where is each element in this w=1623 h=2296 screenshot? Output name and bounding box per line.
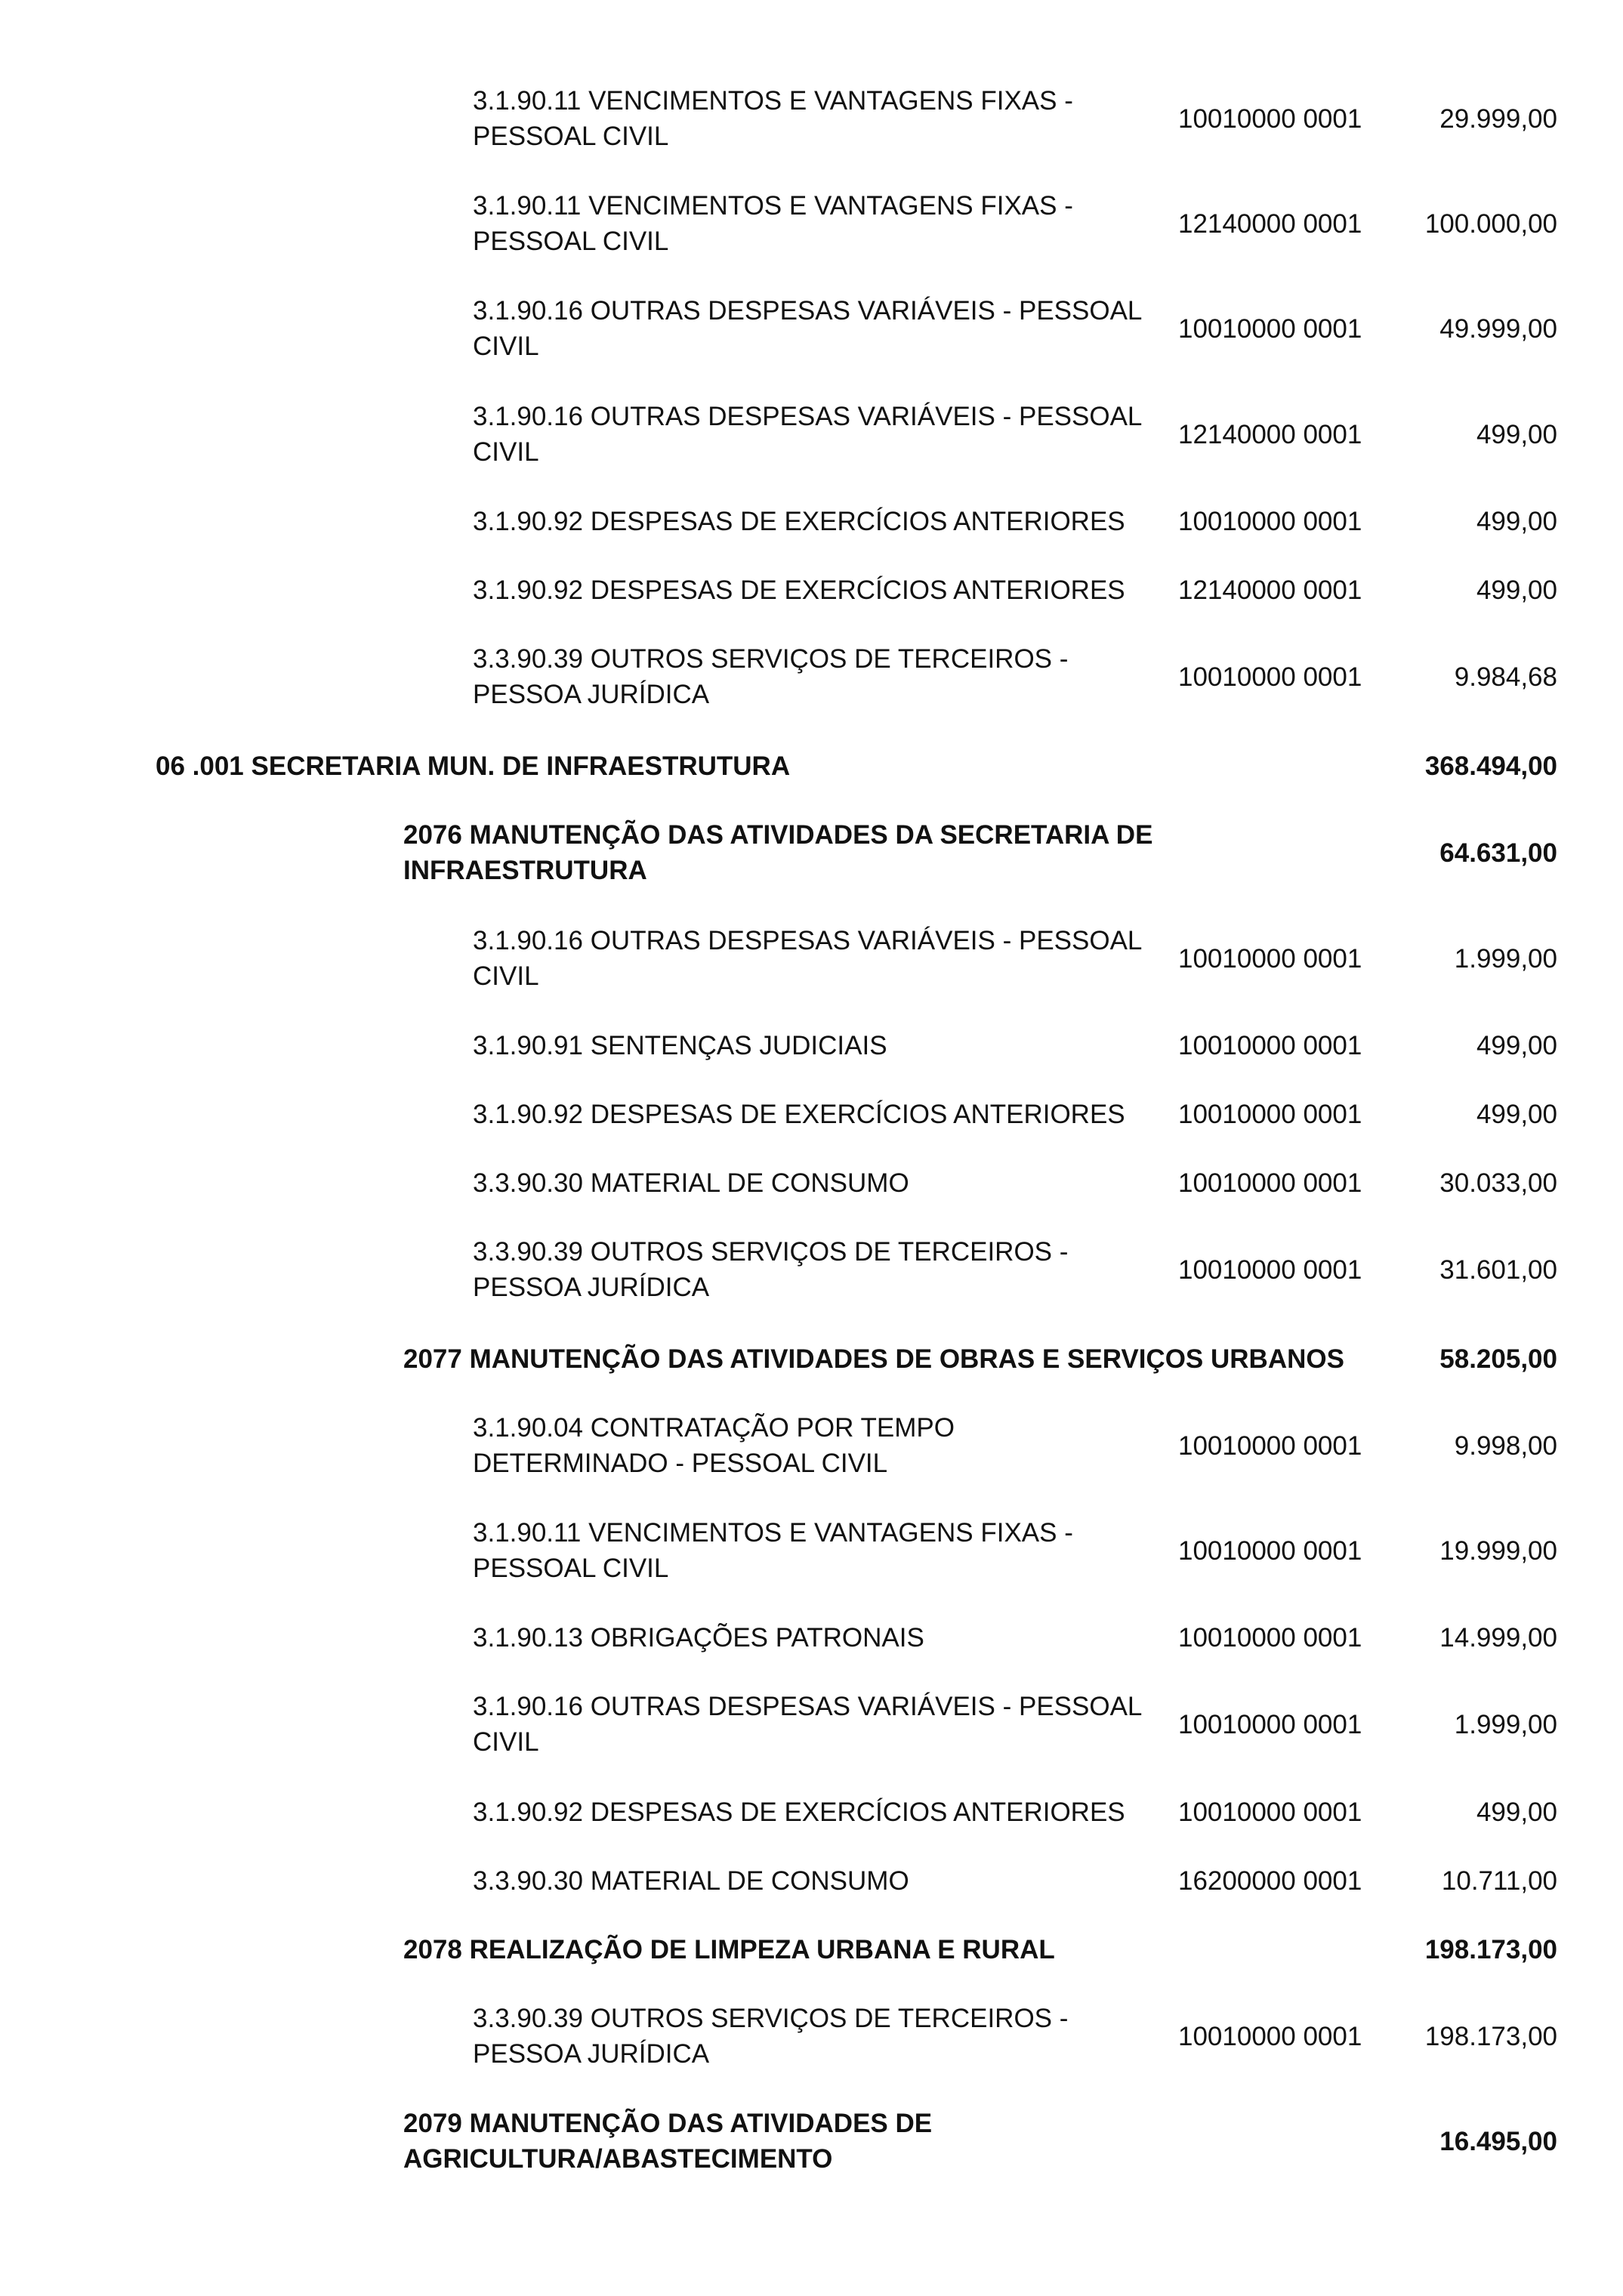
budget-line-row xyxy=(0,1620,1623,1656)
budget-line-row xyxy=(0,1689,1623,1760)
amount-value: 499,00 xyxy=(1476,419,1557,449)
description-line: CIVIL xyxy=(473,437,539,467)
budget-line-row xyxy=(0,1410,1623,1481)
description-line: 3.1.90.13 OBRIGAÇÕES PATRONAIS xyxy=(473,1623,924,1653)
amount-value: 10.711,00 xyxy=(1441,1866,1557,1896)
amount-value: 14.999,00 xyxy=(1439,1623,1557,1653)
description-line: 3.1.90.92 DESPESAS DE EXERCÍCIOS ANTERIORES xyxy=(473,576,1125,605)
row-description xyxy=(403,1932,1055,1967)
budget-line-row xyxy=(0,1863,1623,1899)
description-line: PESSOA JURÍDICA xyxy=(473,1273,710,1302)
amount-value: 499,00 xyxy=(1476,1100,1557,1129)
amount-value: 499,00 xyxy=(1476,1798,1557,1827)
resource-code: 10010000 0001 xyxy=(1178,2021,1362,2051)
resource-code: 10010000 0001 xyxy=(1178,1031,1362,1060)
description-line: 3.1.90.04 CONTRATAÇÃO POR TEMPO xyxy=(473,1413,955,1443)
resource-code: 16200000 0001 xyxy=(1178,1866,1362,1896)
resource-code: 10010000 0001 xyxy=(1178,1254,1362,1285)
row-description xyxy=(473,1097,1125,1132)
description-line: 3.1.90.16 OUTRAS DESPESAS VARIÁVEIS - PESSOAL xyxy=(473,926,1143,955)
budget-line-row xyxy=(0,1234,1623,1305)
row-description xyxy=(473,641,1068,712)
budget-line-row xyxy=(0,1165,1623,1201)
row-description xyxy=(403,2106,932,2177)
amount-value: 198.173,00 xyxy=(1424,2021,1557,2051)
budget-line-row xyxy=(0,399,1623,470)
description-line: AGRICULTURA/ABASTECIMENTO xyxy=(403,2144,833,2174)
resource-code: 10010000 0001 xyxy=(1178,313,1362,344)
amount-value: 30.033,00 xyxy=(1439,1168,1557,1198)
description-line: 3.1.90.11 VENCIMENTOS E VANTAGENS FIXAS - xyxy=(473,1518,1073,1548)
row-description xyxy=(473,1795,1125,1830)
resource-code: 10010000 0001 xyxy=(1178,1623,1362,1653)
row-description xyxy=(473,83,1073,154)
row-description xyxy=(473,504,1125,539)
action-header-row xyxy=(0,2106,1623,2177)
row-description xyxy=(473,293,1142,364)
resource-code: 10010000 0001 xyxy=(1178,1168,1362,1198)
amount-value: 31.601,00 xyxy=(1439,1254,1557,1285)
description-line: CIVIL xyxy=(473,1727,539,1757)
row-description xyxy=(403,1341,1344,1377)
amount-value: 49.999,00 xyxy=(1439,313,1557,344)
row-description xyxy=(473,188,1073,259)
row-description xyxy=(473,399,1142,470)
description-line: PESSOAL CIVIL xyxy=(473,122,669,151)
resource-code: 10010000 0001 xyxy=(1178,103,1362,134)
budget-line-row xyxy=(0,923,1623,994)
resource-code: 10010000 0001 xyxy=(1178,1798,1362,1827)
description-line: DETERMINADO - PESSOAL CIVIL xyxy=(473,1449,888,1478)
description-line: 3.3.90.39 OUTROS SERVIÇOS DE TERCEIROS - xyxy=(473,1237,1069,1267)
amount-value: 499,00 xyxy=(1476,576,1557,605)
resource-code: 10010000 0001 xyxy=(1178,507,1362,536)
amount-value: 9.984,68 xyxy=(1454,662,1557,692)
description-line: 2079 MANUTENÇÃO DAS ATIVIDADES DE xyxy=(403,2109,933,2138)
row-description xyxy=(403,817,1152,888)
amount-value: 29.999,00 xyxy=(1439,103,1557,134)
action-header-row xyxy=(0,1932,1623,1967)
amount-value: 368.494,00 xyxy=(1424,751,1557,781)
resource-code: 10010000 0001 xyxy=(1178,1535,1362,1566)
description-line: 2076 MANUTENÇÃO DAS ATIVIDADES DA SECRETARIA DE xyxy=(403,820,1153,850)
resource-code: 10010000 0001 xyxy=(1178,1709,1362,1739)
description-line: PESSOAL CIVIL xyxy=(473,227,669,256)
row-description xyxy=(156,748,790,784)
amount-value: 19.999,00 xyxy=(1439,1535,1557,1566)
description-line: 06 .001 SECRETARIA MUN. DE INFRAESTRUTURA xyxy=(156,751,791,781)
budget-line-row xyxy=(0,1028,1623,1063)
description-line: 3.3.90.39 OUTROS SERVIÇOS DE TERCEIROS - xyxy=(473,644,1069,674)
budget-line-row xyxy=(0,572,1623,608)
description-line: PESSOA JURÍDICA xyxy=(473,680,710,709)
resource-code: 12140000 0001 xyxy=(1178,576,1362,605)
description-line: PESSOAL CIVIL xyxy=(473,1554,669,1583)
amount-value: 58.205,00 xyxy=(1439,1344,1557,1374)
action-header-row xyxy=(0,1341,1623,1377)
row-description xyxy=(473,1165,909,1201)
description-line: PESSOA JURÍDICA xyxy=(473,2039,710,2069)
amount-value: 198.173,00 xyxy=(1424,1935,1557,1964)
description-line: CIVIL xyxy=(473,332,539,361)
budget-line-row xyxy=(0,641,1623,712)
description-line: 2077 MANUTENÇÃO DAS ATIVIDADES DE OBRAS E SERVIÇOS URBANOS xyxy=(403,1344,1344,1374)
row-description xyxy=(473,1620,924,1656)
row-description xyxy=(473,1689,1142,1760)
description-line: 3.1.90.92 DESPESAS DE EXERCÍCIOS ANTERIORES xyxy=(473,1100,1125,1129)
description-line: 3.1.90.16 OUTRAS DESPESAS VARIÁVEIS - PESSOAL xyxy=(473,1692,1143,1721)
amount-value: 499,00 xyxy=(1476,1031,1557,1060)
description-line: 3.1.90.11 VENCIMENTOS E VANTAGENS FIXAS - xyxy=(473,191,1073,221)
row-description xyxy=(473,1410,955,1481)
amount-value: 499,00 xyxy=(1476,507,1557,536)
budget-line-row xyxy=(0,1795,1623,1830)
resource-code: 10010000 0001 xyxy=(1178,1100,1362,1129)
resource-code: 12140000 0001 xyxy=(1178,419,1362,449)
budget-line-row xyxy=(0,188,1623,259)
amount-value: 1.999,00 xyxy=(1454,1709,1557,1739)
description-line: 3.3.90.30 MATERIAL DE CONSUMO xyxy=(473,1866,909,1896)
budget-line-row xyxy=(0,1097,1623,1132)
description-line: 3.3.90.30 MATERIAL DE CONSUMO xyxy=(473,1168,909,1198)
amount-value: 16.495,00 xyxy=(1439,2126,1557,2156)
budget-line-row xyxy=(0,504,1623,539)
description-line: 3.1.90.11 VENCIMENTOS E VANTAGENS FIXAS - xyxy=(473,86,1073,116)
row-description xyxy=(473,1863,909,1899)
description-line: 3.1.90.91 SENTENÇAS JUDICIAIS xyxy=(473,1031,887,1060)
action-header-row xyxy=(0,817,1623,888)
amount-value: 100.000,00 xyxy=(1424,208,1557,239)
description-line: 3.1.90.92 DESPESAS DE EXERCÍCIOS ANTERIORES xyxy=(473,1798,1125,1827)
resource-code: 10010000 0001 xyxy=(1178,1430,1362,1461)
budget-line-row xyxy=(0,1515,1623,1586)
budget-line-row xyxy=(0,83,1623,154)
description-line: 3.1.90.16 OUTRAS DESPESAS VARIÁVEIS - PESSOAL xyxy=(473,402,1143,431)
row-description xyxy=(473,1234,1068,1305)
row-description xyxy=(473,1028,887,1063)
resource-code: 10010000 0001 xyxy=(1178,662,1362,692)
row-description xyxy=(473,923,1142,994)
description-line: 3.1.90.16 OUTRAS DESPESAS VARIÁVEIS - PESSOAL xyxy=(473,296,1143,326)
amount-value: 9.998,00 xyxy=(1454,1430,1557,1461)
description-line: 3.1.90.92 DESPESAS DE EXERCÍCIOS ANTERIORES xyxy=(473,507,1125,536)
resource-code: 12140000 0001 xyxy=(1178,208,1362,239)
organ-header-row xyxy=(0,748,1623,784)
budget-line-row xyxy=(0,2001,1623,2072)
amount-value: 64.631,00 xyxy=(1439,838,1557,868)
row-description xyxy=(473,1515,1073,1586)
budget-line-row xyxy=(0,293,1623,364)
resource-code: 10010000 0001 xyxy=(1178,943,1362,974)
description-line: 3.3.90.39 OUTROS SERVIÇOS DE TERCEIROS - xyxy=(473,2004,1069,2033)
row-description xyxy=(473,2001,1068,2072)
description-line: 2078 REALIZAÇÃO DE LIMPEZA URBANA E RURAL xyxy=(403,1935,1055,1964)
row-description xyxy=(473,572,1125,608)
description-line: CIVIL xyxy=(473,961,539,991)
amount-value: 1.999,00 xyxy=(1454,943,1557,974)
description-line: INFRAESTRUTURA xyxy=(403,856,647,885)
